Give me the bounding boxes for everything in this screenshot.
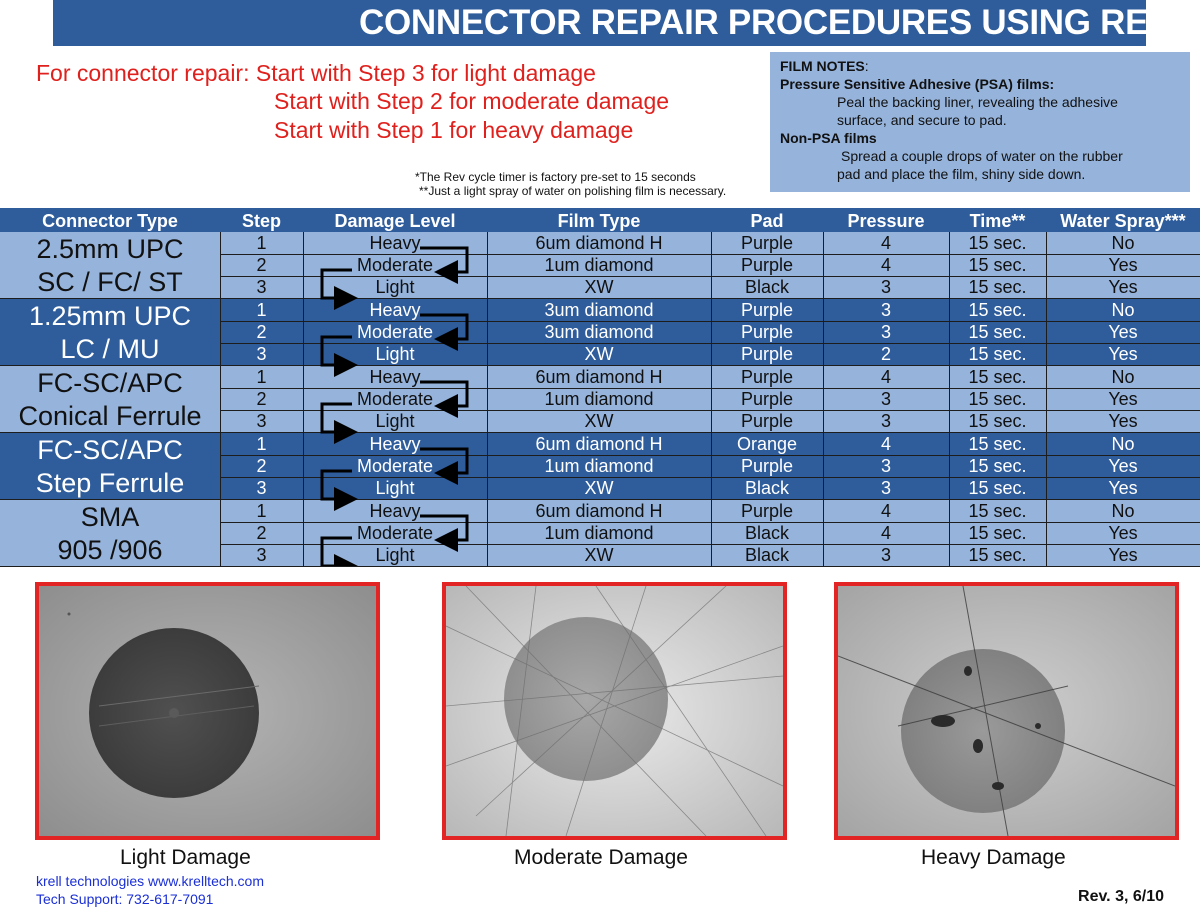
cell-step: 2 xyxy=(256,523,267,543)
column-divider xyxy=(303,299,304,366)
cell-pressure: 3 xyxy=(880,389,891,409)
footnote-timer: *The Rev cycle timer is factory pre-set to 15 seconds xyxy=(415,170,696,184)
column-divider xyxy=(711,366,712,433)
cell-step: 1 xyxy=(256,501,267,521)
cell-water-spray: Yes xyxy=(1108,545,1138,565)
cell-pressure: 3 xyxy=(880,456,891,476)
column-divider xyxy=(823,433,824,500)
connector-type-line: 905 /906 xyxy=(57,534,163,565)
cell-pad: Purple xyxy=(740,367,794,387)
cell-step: 3 xyxy=(256,344,267,364)
cell-water-spray: Yes xyxy=(1108,411,1138,431)
cell-time: 15 sec. xyxy=(968,389,1027,409)
table-row xyxy=(0,500,1200,522)
column-divider xyxy=(303,433,304,500)
cell-pressure: 4 xyxy=(880,233,891,253)
table-row xyxy=(0,299,1200,321)
cell-step: 3 xyxy=(256,411,267,431)
cell-pressure: 2 xyxy=(880,344,891,364)
table-row xyxy=(0,232,1200,254)
cell-step: 3 xyxy=(256,478,267,498)
cell-film-type: 3um diamond xyxy=(544,322,654,342)
cell-damage-level: Moderate xyxy=(356,389,434,409)
cell-step: 1 xyxy=(256,367,267,387)
cell-step: 2 xyxy=(256,456,267,476)
cell-film-type: XW xyxy=(584,344,614,364)
connector-group xyxy=(0,299,1200,366)
cell-pad: Purple xyxy=(740,233,794,253)
table-row xyxy=(0,321,1200,343)
cell-pad: Purple xyxy=(740,300,794,320)
cell-time: 15 sec. xyxy=(968,456,1027,476)
cell-film-type: 3um diamond xyxy=(544,300,654,320)
cell-pad: Black xyxy=(744,523,789,543)
cell-pad: Purple xyxy=(740,389,794,409)
column-divider xyxy=(711,500,712,567)
cell-water-spray: Yes xyxy=(1108,389,1138,409)
nonpsa-heading: Non-PSA films xyxy=(780,130,877,146)
nonpsa-line-2: pad and place the film, shiny side down. xyxy=(837,166,1086,182)
connector-type-line: SMA xyxy=(80,501,140,532)
cell-time: 15 sec. xyxy=(968,367,1027,387)
connector-group xyxy=(0,366,1200,433)
column-divider xyxy=(487,500,488,567)
film-notes-heading: FILM NOTES xyxy=(780,58,865,74)
cell-water-spray: Yes xyxy=(1108,322,1138,342)
connector-type-line: 1.25mm UPC xyxy=(28,300,192,331)
header-pad: Pad xyxy=(750,211,784,231)
header-film-type: Film Type xyxy=(557,211,641,231)
connector-group xyxy=(0,232,1200,299)
column-divider xyxy=(303,232,304,299)
cell-pad: Purple xyxy=(740,255,794,275)
column-divider xyxy=(303,366,304,433)
photo-light-damage xyxy=(35,582,380,840)
cell-damage-level: Heavy xyxy=(369,434,421,454)
cell-damage-level: Moderate xyxy=(356,255,434,275)
cell-pressure: 4 xyxy=(880,523,891,543)
trademark-mark: TM xyxy=(1173,8,1195,25)
column-divider xyxy=(949,433,950,500)
cell-damage-level: Light xyxy=(375,545,415,565)
cell-pressure: 3 xyxy=(880,300,891,320)
header-pressure: Pressure xyxy=(847,211,925,231)
column-divider xyxy=(823,366,824,433)
cell-film-type: 6um diamond H xyxy=(535,367,663,387)
connector-type-line: Conical Ferrule xyxy=(18,400,202,431)
psa-line-2: surface, and secure to pad. xyxy=(837,112,1007,128)
cell-time: 15 sec. xyxy=(968,322,1027,342)
cell-step: 1 xyxy=(256,233,267,253)
column-divider xyxy=(487,232,488,299)
table-row xyxy=(0,455,1200,477)
table-row xyxy=(0,544,1200,566)
table-row xyxy=(0,343,1200,365)
cell-time: 15 sec. xyxy=(968,300,1027,320)
column-divider xyxy=(1046,500,1047,567)
cell-pressure: 3 xyxy=(880,277,891,297)
cell-damage-level: Heavy xyxy=(369,233,421,253)
connector-type-line: FC-SC/APC xyxy=(37,434,183,465)
cell-time: 15 sec. xyxy=(968,501,1027,521)
cell-pressure: 3 xyxy=(880,478,891,498)
table-row xyxy=(0,410,1200,432)
cell-time: 15 sec. xyxy=(968,233,1027,253)
cell-pad: Purple xyxy=(740,344,794,364)
connector-type-line: Step Ferrule xyxy=(35,467,185,498)
cell-pressure: 3 xyxy=(880,322,891,342)
cell-time: 15 sec. xyxy=(968,277,1027,297)
column-divider xyxy=(220,366,221,433)
column-divider xyxy=(1046,299,1047,366)
cell-damage-level: Light xyxy=(375,344,415,364)
intro-line-2: Start with Step 2 for moderate damage xyxy=(274,88,670,114)
column-divider xyxy=(220,433,221,500)
cell-water-spray: Yes xyxy=(1108,456,1138,476)
header-time: Time** xyxy=(969,211,1026,231)
cell-film-type: XW xyxy=(584,411,614,431)
cell-film-type: 1um diamond xyxy=(544,255,654,275)
cell-damage-level: Moderate xyxy=(356,523,434,543)
cell-time: 15 sec. xyxy=(968,255,1027,275)
cell-pressure: 4 xyxy=(880,501,891,521)
company-website: krell technologies www.krelltech.com xyxy=(36,873,264,889)
column-divider xyxy=(220,500,221,567)
table-row xyxy=(0,276,1200,298)
intro-line-3: Start with Step 1 for heavy damage xyxy=(274,117,634,143)
cell-damage-level: Heavy xyxy=(369,501,421,521)
cell-film-type: 6um diamond H xyxy=(535,434,663,454)
intro-step-3: Start with Step 3 for light damage xyxy=(255,60,596,86)
cell-step: 1 xyxy=(256,300,267,320)
column-divider xyxy=(949,500,950,567)
cell-film-type: 6um diamond H xyxy=(535,233,663,253)
cell-water-spray: No xyxy=(1111,233,1135,253)
cell-water-spray: Yes xyxy=(1108,344,1138,364)
cell-water-spray: Yes xyxy=(1108,255,1138,275)
header-step: Step xyxy=(241,211,281,231)
caption-moderate-damage: Moderate Damage xyxy=(514,846,688,869)
connector-type-line: FC-SC/APC xyxy=(37,367,183,398)
cell-pad: Purple xyxy=(740,322,794,342)
table-row xyxy=(0,388,1200,410)
cell-water-spray: Yes xyxy=(1108,523,1138,543)
cell-pad: Purple xyxy=(740,456,794,476)
group-divider xyxy=(0,566,1200,567)
connector-group xyxy=(0,433,1200,500)
column-divider xyxy=(303,500,304,567)
cell-time: 15 sec. xyxy=(968,478,1027,498)
cell-time: 15 sec. xyxy=(968,434,1027,454)
connector-group xyxy=(0,500,1200,567)
psa-heading: Pressure Sensitive Adhesive (PSA) films: xyxy=(780,76,1055,92)
table-header-row xyxy=(0,208,1200,232)
column-divider xyxy=(1046,366,1047,433)
table-row xyxy=(0,433,1200,455)
cell-film-type: 1um diamond xyxy=(544,389,654,409)
column-divider xyxy=(1046,433,1047,500)
cell-step: 1 xyxy=(256,434,267,454)
cell-pressure: 4 xyxy=(880,367,891,387)
cell-pad: Black xyxy=(744,277,789,297)
footnote-water: **Just a light spray of water on polishing film is necessary. xyxy=(419,184,727,198)
cell-damage-level: Heavy xyxy=(369,300,421,320)
cell-pad: Black xyxy=(744,545,789,565)
cell-pressure: 3 xyxy=(880,411,891,431)
table-row xyxy=(0,522,1200,544)
psa-line-1: Peal the backing liner, revealing the adhesive xyxy=(837,94,1118,110)
column-divider xyxy=(220,232,221,299)
header-connector-type: Connector Type xyxy=(42,211,178,231)
column-divider xyxy=(823,500,824,567)
tech-support: Tech Support: 732-617-7091 xyxy=(36,891,214,907)
cell-water-spray: No xyxy=(1111,434,1135,454)
caption-heavy-damage: Heavy Damage xyxy=(921,846,1066,869)
column-divider xyxy=(949,299,950,366)
table-row xyxy=(0,477,1200,499)
caption-light-damage: Light Damage xyxy=(120,846,251,869)
photo-moderate-damage xyxy=(442,582,787,840)
column-divider xyxy=(949,366,950,433)
column-divider xyxy=(1046,232,1047,299)
column-divider xyxy=(487,366,488,433)
page-title: CONNECTOR REPAIR PROCEDURES USING REV xyxy=(359,3,1172,42)
connector-type-line: 2.5mm UPC xyxy=(36,233,184,264)
cell-film-type: 1um diamond xyxy=(544,456,654,476)
column-divider xyxy=(487,433,488,500)
column-divider xyxy=(823,299,824,366)
cell-pad: Orange xyxy=(736,434,798,454)
cell-pad: Purple xyxy=(740,501,794,521)
cell-film-type: XW xyxy=(584,478,614,498)
film-notes-box xyxy=(770,52,1190,192)
cell-time: 15 sec. xyxy=(968,523,1027,543)
column-divider xyxy=(949,232,950,299)
title-bar xyxy=(53,0,1195,46)
cell-step: 2 xyxy=(256,389,267,409)
cell-film-type: XW xyxy=(584,545,614,565)
cell-film-type: 6um diamond H xyxy=(535,501,663,521)
header-water-spray: Water Spray*** xyxy=(1060,211,1186,231)
cell-pressure: 4 xyxy=(880,434,891,454)
cell-step: 3 xyxy=(256,277,267,297)
header-damage-level: Damage Level xyxy=(334,211,456,231)
nonpsa-line-1: Spread a couple drops of water on the rubber xyxy=(841,148,1123,164)
column-divider xyxy=(711,232,712,299)
intro-line-1 xyxy=(36,59,596,87)
connector-type-line: SC / FC/ ST xyxy=(37,266,183,297)
cell-water-spray: Yes xyxy=(1108,478,1138,498)
revision-label: Rev. 3, 6/10 xyxy=(1078,888,1164,905)
cell-water-spray: No xyxy=(1111,300,1135,320)
photo-heavy-damage xyxy=(834,582,1179,840)
cell-damage-level: Light xyxy=(375,411,415,431)
cell-damage-level: Light xyxy=(375,478,415,498)
cell-pressure: 4 xyxy=(880,255,891,275)
cell-time: 15 sec. xyxy=(968,411,1027,431)
column-divider xyxy=(487,299,488,366)
cell-damage-level: Light xyxy=(375,277,415,297)
connector-type-line: LC / MU xyxy=(60,333,160,364)
cell-time: 15 sec. xyxy=(968,344,1027,364)
table-row xyxy=(0,254,1200,276)
column-divider xyxy=(220,299,221,366)
cell-damage-level: Moderate xyxy=(356,322,434,342)
cell-damage-level: Heavy xyxy=(369,367,421,387)
column-divider xyxy=(823,232,824,299)
cell-film-type: 1um diamond xyxy=(544,523,654,543)
cell-pad: Black xyxy=(744,478,789,498)
cell-water-spray: No xyxy=(1111,501,1135,521)
intro-prefix: For connector repair: xyxy=(36,60,250,86)
procedure-table xyxy=(0,208,1200,566)
cell-pad: Purple xyxy=(740,411,794,431)
cell-film-type: XW xyxy=(584,277,614,297)
cell-pressure: 3 xyxy=(880,545,891,565)
cell-step: 2 xyxy=(256,255,267,275)
column-divider xyxy=(711,299,712,366)
cell-water-spray: No xyxy=(1111,367,1135,387)
cell-time: 15 sec. xyxy=(968,545,1027,565)
cell-damage-level: Moderate xyxy=(356,456,434,476)
film-notes-colon: : xyxy=(864,58,869,74)
column-divider xyxy=(711,433,712,500)
cell-water-spray: Yes xyxy=(1108,277,1138,297)
cell-step: 2 xyxy=(256,322,267,342)
cell-step: 3 xyxy=(256,545,267,565)
table-row xyxy=(0,366,1200,388)
